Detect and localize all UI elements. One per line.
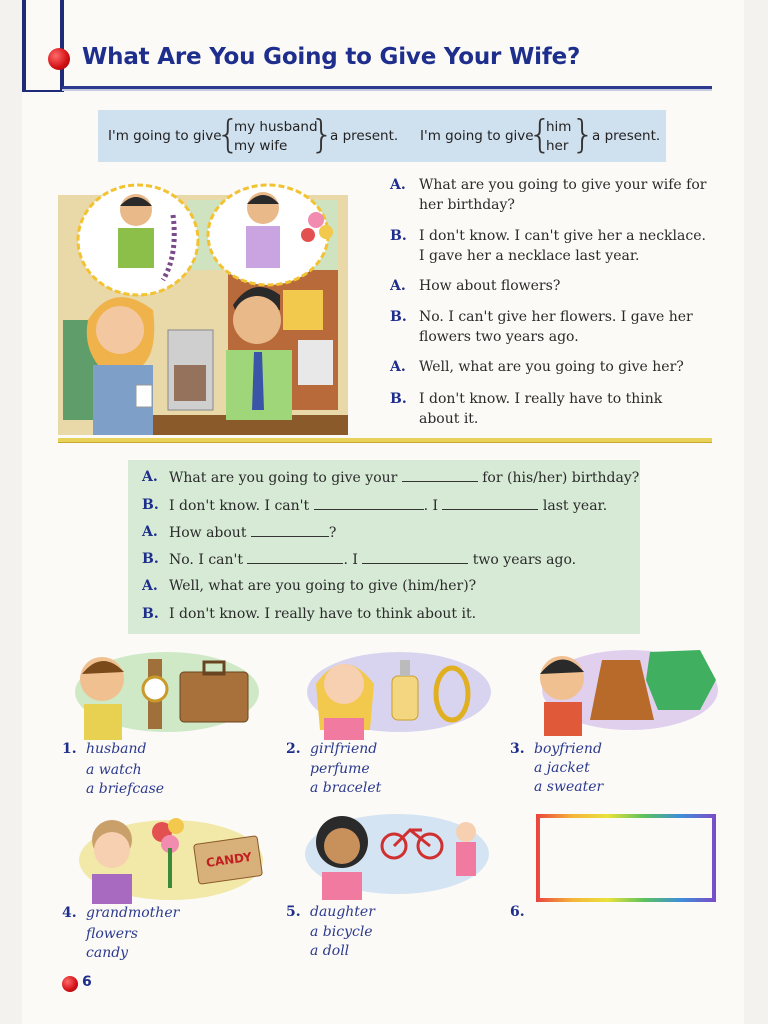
page-number: 6 [82, 974, 92, 990]
husband-gifts-illustration [72, 644, 262, 740]
speaker-label: A. [390, 359, 406, 375]
dialog-text: I gave her a necklace last year. [419, 248, 640, 264]
grandmother-gifts-illustration [76, 808, 266, 904]
speaker-label: A. [390, 278, 406, 294]
speaker-label: B. [390, 391, 407, 407]
fill-in-blank[interactable] [314, 497, 424, 510]
page-number-bullet-icon [62, 976, 78, 992]
section-divider [58, 438, 712, 443]
title-bullet-icon [48, 48, 70, 70]
daughter-gifts-illustration [302, 806, 492, 902]
fill-in-blank[interactable] [251, 524, 329, 537]
dialog-text: Well, what are you going to give her? [419, 359, 684, 375]
grammar-box [98, 110, 666, 162]
page-title: What Are You Going to Give Your Wife? [82, 44, 581, 70]
speaker-label: A. [142, 524, 158, 540]
dialog-text: about it. [419, 411, 479, 427]
open-brace-icon: { [216, 112, 241, 156]
office-scene-illustration [58, 180, 348, 435]
blank-picture-box [536, 814, 716, 902]
speaker-label: A. [142, 469, 158, 485]
dialog-text: flowers two years ago. [419, 329, 579, 345]
fill-in-blank[interactable] [362, 551, 468, 564]
fill-in-blank[interactable] [247, 551, 343, 564]
dialog-text: I don't know. I can't give her a necklace. [419, 228, 706, 244]
dialog-text: What are you going to give your wife for [419, 177, 707, 193]
girlfriend-gifts-illustration [304, 644, 494, 740]
candy-label: CANDY [205, 849, 253, 870]
dialog-text: I don't know. I really have to think [419, 391, 663, 407]
title-divider [62, 86, 712, 91]
speaker-label: B. [390, 228, 407, 244]
grammar-option: him [546, 119, 572, 135]
open-brace-icon: { [528, 112, 553, 156]
fill-in-blank[interactable] [442, 497, 538, 510]
grammar-right-suffix: a present. [592, 128, 661, 144]
speaker-label: B. [142, 606, 159, 622]
speaker-label: A. [390, 177, 406, 193]
fill-in-blank[interactable] [402, 469, 478, 482]
boyfriend-gifts-illustration [530, 640, 720, 736]
grammar-option: my husband [234, 119, 318, 135]
grammar-left-prefix: I'm going to give [108, 128, 222, 144]
dialog-text: How about flowers? [419, 278, 561, 294]
close-brace-icon: } [310, 112, 335, 156]
dialog-text: No. I can't give her flowers. I gave her [419, 309, 693, 325]
grammar-left-suffix: a present. [330, 128, 399, 144]
speaker-label: B. [142, 497, 159, 513]
speaker-label: B. [390, 309, 407, 325]
dialog-text: her birthday? [419, 197, 515, 213]
close-brace-icon: } [571, 112, 596, 156]
speaker-label: B. [142, 551, 159, 567]
speaker-label: A. [142, 578, 158, 594]
grammar-option: her [546, 138, 569, 154]
practice-box: A. What are you going to give your for (his/her) birthday? B. I don't know. I can't . I last year. A. How about ? B. No. I can't . I two years ago. A. Well, what are you going to give (him/her)? B. I don't know. I really have to think about it. [128, 460, 640, 634]
grammar-right-prefix: I'm going to give [420, 128, 534, 144]
grammar-option: my wife [234, 138, 288, 154]
